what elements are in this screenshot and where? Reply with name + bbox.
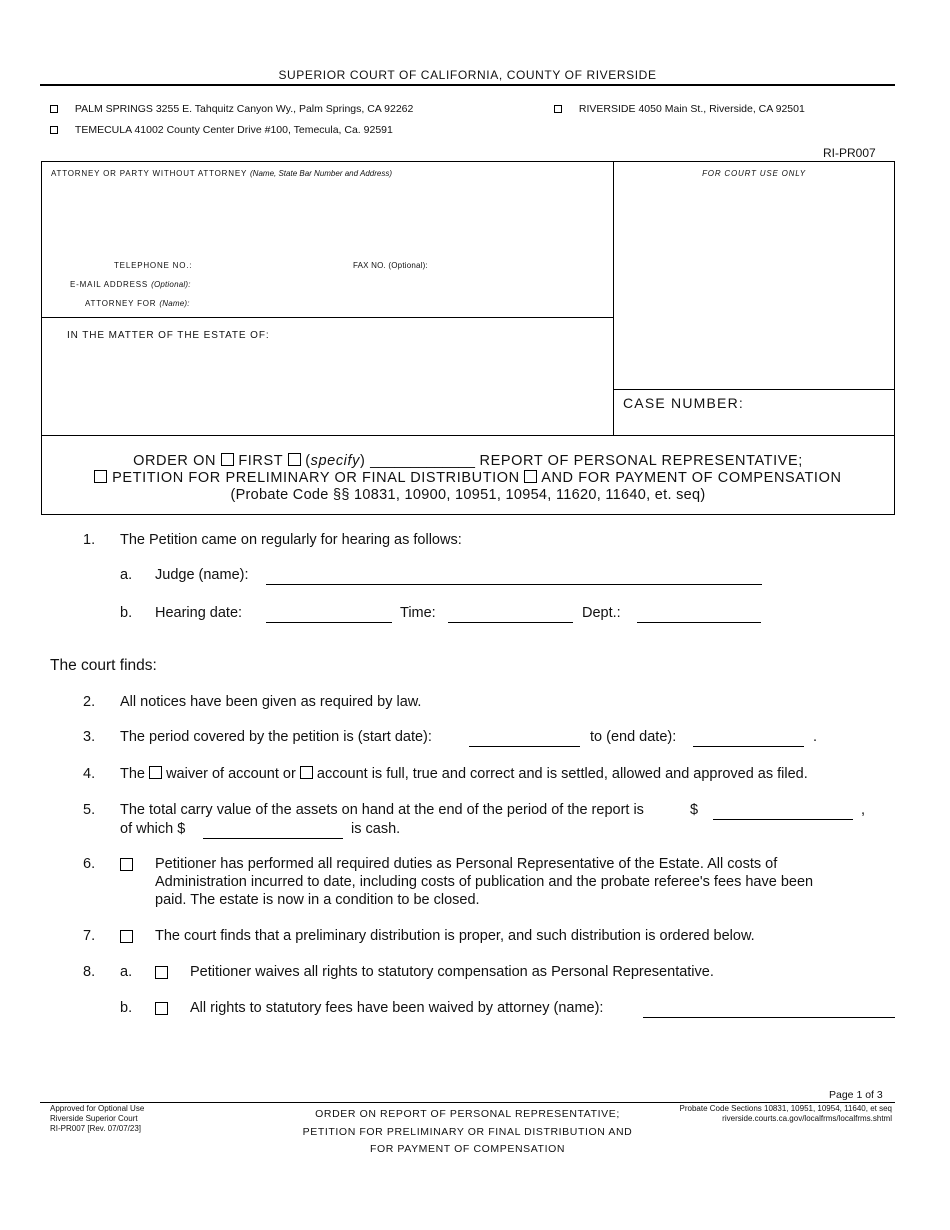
page-number: Page 1 of 3 [829, 1089, 883, 1101]
of-which-label: of which $ [120, 821, 186, 837]
item-1b-letter: b. [120, 605, 133, 621]
item-1-text: The Petition came on regularly for hearing as follows: [120, 532, 462, 548]
header-rule [40, 84, 895, 86]
item-3-text: The period covered by the petition is (start date): [120, 729, 432, 745]
location-address: 41002 County Center Drive #100, Temecula, Ca. 92591 [134, 124, 393, 136]
court-title: SUPERIOR COURT OF CALIFORNIA, COUNTY OF RIVERSIDE [278, 68, 657, 82]
item-8a-letter: a. [120, 964, 133, 980]
case-number-rule [613, 389, 895, 390]
palm-springs-checkbox[interactable] [50, 105, 58, 113]
location-name: RIVERSIDE [578, 103, 636, 115]
fax-label: FAX NO. (Optional): [353, 261, 428, 270]
footer-left: Approved for Optional Use Riverside Superior Court RI-PR007 [Rev. 07/07/23] [50, 1104, 145, 1133]
item-2-text: All notices have been given as required by law. [120, 694, 422, 710]
specify-blank[interactable]: _____________ [370, 453, 475, 469]
case-number-label: CASE NUMBER: [623, 395, 744, 411]
court-finds-heading: The court finds: [50, 657, 157, 674]
dept-label: Dept.: [582, 605, 621, 621]
court-use-label: FOR COURT USE ONLY [702, 169, 806, 178]
item-6-number: 6. [83, 856, 96, 872]
attorney-section-rule [41, 317, 613, 318]
title-line-1: ORDER ON FIRST (specify) _____________ REPORT OF PERSONAL REPRESENTATIVE; [133, 453, 803, 469]
carry-value-field[interactable] [713, 819, 853, 820]
specify-checkbox[interactable] [288, 453, 301, 466]
waiving-attorney-name-field[interactable] [643, 1017, 895, 1018]
title-line-2: PETITION FOR PRELIMINARY OR FINAL DISTRIBUTION AND FOR PAYMENT OF COMPENSATION [41, 470, 895, 486]
item-3-period: . [813, 729, 818, 745]
end-date-label: to (end date): [590, 729, 677, 745]
compensation-checkbox[interactable] [524, 470, 537, 483]
footer-right: Probate Code Sections 10831, 10951, 10954, 11640, et seq riverside.courts.ca.gov/localfrms/localfrms.shtml [679, 1104, 892, 1123]
item-8b-checkbox[interactable] [155, 1002, 168, 1015]
hearing-date-label: Hearing date: [155, 605, 243, 621]
first-checkbox[interactable] [221, 453, 234, 466]
estate-label: IN THE MATTER OF THE ESTATE OF: [67, 330, 270, 341]
item-6-line-1: Petitioner has performed all required duties as Personal Representative of the Estate. All costs of [155, 856, 778, 872]
location-name: PALM SPRINGS [74, 103, 153, 115]
attorney-for-label: ATTORNEY FOR (Name): [85, 299, 190, 308]
item-5-comma: , [861, 802, 866, 818]
temecula-checkbox[interactable] [50, 126, 58, 134]
title-line-3: (Probate Code §§ 10831, 10900, 10951, 10954, 11620, 11640, et. seq) [230, 487, 706, 503]
cash-amount-field[interactable] [203, 838, 343, 839]
item-3-number: 3. [83, 729, 96, 745]
item-4-number: 4. [83, 766, 96, 782]
item-8a-checkbox[interactable] [155, 966, 168, 979]
waiver-checkbox[interactable] [149, 766, 162, 779]
location-address: 4050 Main St., Riverside, CA 92501 [638, 103, 805, 115]
footer-rule [40, 1102, 895, 1103]
item-1-number: 1. [83, 532, 96, 548]
form-number: RI-PR007 [823, 146, 876, 160]
is-cash-label: is cash. [351, 821, 401, 837]
location-temecula[interactable] [50, 124, 393, 136]
riverside-checkbox[interactable] [554, 105, 562, 113]
location-palm-springs[interactable] [50, 103, 413, 115]
start-date-field[interactable] [469, 746, 580, 747]
petition-distribution-checkbox[interactable] [94, 470, 107, 483]
item-5-number: 5. [83, 802, 96, 818]
end-date-field[interactable] [693, 746, 804, 747]
court-website-link[interactable]: riverside.courts.ca.gov/localfrms/localfrms.shtml [722, 1114, 892, 1123]
judge-name-field[interactable] [266, 584, 762, 585]
item-7-number: 7. [83, 928, 96, 944]
judge-label: Judge (name): [155, 567, 249, 583]
item-6-line-3: paid. The estate is now in a condition to be closed. [155, 892, 480, 908]
item-6-line-2: Administration incurred to date, including costs of publication and the probate referee's fees have been [155, 874, 814, 890]
time-field[interactable] [448, 622, 573, 623]
time-label: Time: [400, 605, 436, 621]
location-address: 3255 E. Tahquitz Canyon Wy., Palm Springs, CA 92262 [155, 103, 414, 115]
item-8-number: 8. [83, 964, 96, 980]
location-name: TEMECULA [74, 124, 132, 136]
attorney-label: ATTORNEY OR PARTY WITHOUT ATTORNEY (Name, State Bar Number and Address) [51, 169, 392, 178]
hearing-date-field[interactable] [266, 622, 392, 623]
item-1a-letter: a. [120, 567, 133, 583]
location-riverside[interactable] [554, 103, 805, 115]
item-4-text: The waiver of account or account is full, true and correct and is settled, allowed and approved as filed. [120, 766, 808, 782]
title-block-rule [41, 435, 895, 436]
footer-form-title: ORDER ON REPORT OF PERSONAL REPRESENTATIVE; PETITION FOR PRELIMINARY OR FINAL DISTRIBUTION AND FOR PAYMENT OF COMPENSATION [302, 1108, 633, 1155]
account-checkbox[interactable] [300, 766, 313, 779]
item-8a-text: Petitioner waives all rights to statutory compensation as Personal Representative. [190, 964, 714, 980]
item-8b-text: All rights to statutory fees have been waived by attorney (name): [190, 1000, 604, 1016]
item-6-checkbox[interactable] [120, 858, 133, 871]
item-2-number: 2. [83, 694, 96, 710]
item-7-checkbox[interactable] [120, 930, 133, 943]
item-5-dollar: $ [690, 802, 699, 818]
item-5-text: The total carry value of the assets on hand at the end of the period of the report is [120, 802, 644, 818]
dept-field[interactable] [637, 622, 761, 623]
caption-divider-vertical [613, 161, 614, 435]
email-label: E-MAIL ADDRESS (Optional): [70, 280, 191, 289]
telephone-label: TELEPHONE NO.: [114, 261, 193, 270]
item-7-text: The court finds that a preliminary distribution is proper, and such distribution is ordered below. [155, 928, 755, 944]
item-8b-letter: b. [120, 1000, 133, 1016]
